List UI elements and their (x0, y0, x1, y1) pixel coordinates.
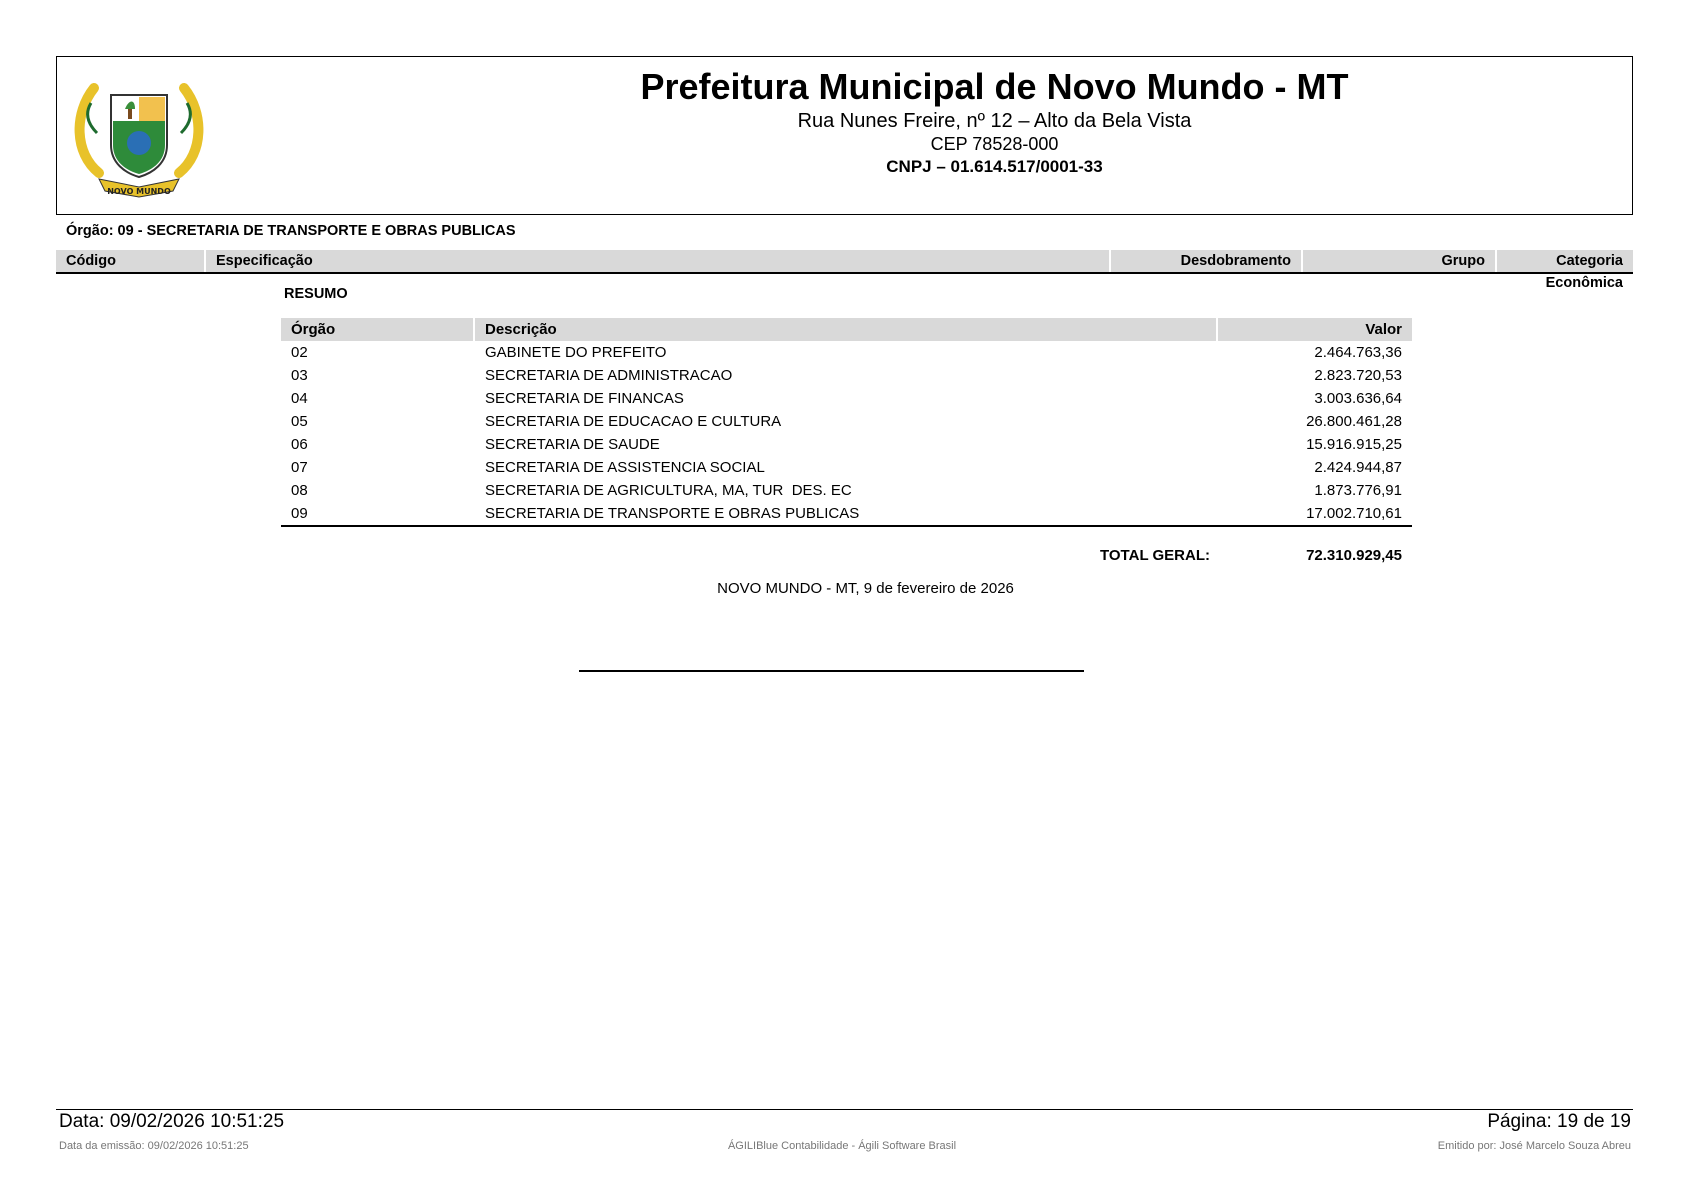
cell-valor: 15.916.915,25 (1306, 436, 1402, 453)
cell-valor: 17.002.710,61 (1306, 505, 1402, 522)
header-descricao: Descrição (475, 318, 1216, 341)
cell-valor: 2.464.763,36 (1314, 344, 1402, 361)
column-categoria-economica: Categoria Econômica (1497, 250, 1633, 272)
resumo-title: RESUMO (284, 286, 348, 302)
address: Rua Nunes Freire, nº 12 – Alto da Bela Vista (797, 110, 1192, 132)
column-grupo: Grupo (1303, 250, 1495, 272)
table-row (281, 502, 1412, 525)
column-desdobramento: Desdobramento (1111, 250, 1301, 272)
footer-divider (56, 1109, 1633, 1110)
table-bottom-rule (281, 525, 1412, 527)
report-header (56, 56, 1633, 215)
cell-descricao: SECRETARIA DE ASSISTENCIA SOCIAL (485, 459, 765, 476)
cep: CEP 78528-000 (930, 134, 1059, 154)
table-row (281, 387, 1412, 410)
table-row (281, 410, 1412, 433)
cell-orgao: 09 (291, 505, 308, 522)
header-orgao: Órgão (281, 318, 473, 341)
cell-orgao: 05 (291, 413, 308, 430)
footer-date: Data: 09/02/2026 10:51:25 (59, 1111, 285, 1132)
column-header-bar (56, 250, 1633, 291)
column-especificacao: Especificação (206, 250, 1109, 272)
cell-orgao: 07 (291, 459, 308, 476)
total-geral-label: TOTAL GERAL: (1100, 547, 1210, 564)
table-row (281, 479, 1412, 502)
table-row (281, 364, 1412, 387)
cell-valor: 2.424.944,87 (1314, 459, 1402, 476)
footer-software: ÁGILIBlue Contabilidade - Ágili Software Brasil (727, 1140, 957, 1152)
cell-orgao: 03 (291, 367, 308, 384)
table-row (281, 341, 1412, 364)
cell-descricao: SECRETARIA DE EDUCACAO E CULTURA (485, 413, 782, 430)
cnpj: CNPJ – 01.614.517/0001-33 (886, 157, 1103, 176)
orgao-label: Órgão: 09 - SECRETARIA DE TRANSPORTE E OBRAS PUBLICAS (66, 223, 516, 239)
footer-emission-date: Data da emissão: 09/02/2026 10:51:25 (59, 1140, 249, 1152)
cell-valor: 3.003.636,64 (1314, 390, 1402, 407)
cell-descricao: SECRETARIA DE FINANCAS (485, 390, 684, 407)
cell-valor: 1.873.776,91 (1314, 482, 1402, 499)
cell-orgao: 02 (291, 344, 308, 361)
signature-line (579, 670, 1084, 672)
cell-descricao: GABINETE DO PREFEITO (485, 344, 667, 361)
footer-page-number: Página: 19 de 19 (1487, 1111, 1631, 1132)
cell-descricao: SECRETARIA DE AGRICULTURA, MA, TUR DES. EC (485, 482, 852, 499)
page-title: Prefeitura Municipal de Novo Mundo - MT (640, 66, 1349, 107)
cell-orgao: 08 (291, 482, 308, 499)
column-codigo: Código (56, 250, 204, 272)
cell-orgao: 04 (291, 390, 308, 407)
place-and-date: NOVO MUNDO - MT, 9 de fevereiro de 2026 (717, 580, 1014, 597)
resumo-table (281, 318, 1412, 527)
header-text-block (57, 65, 1632, 179)
cell-descricao: SECRETARIA DE ADMINISTRACAO (485, 367, 733, 384)
cell-valor: 26.800.461,28 (1306, 413, 1402, 430)
logo-text: NOVO MUNDO (107, 187, 171, 196)
cell-descricao: SECRETARIA DE SAUDE (485, 436, 660, 453)
cell-orgao: 06 (291, 436, 308, 453)
resumo-table-header (281, 318, 1412, 341)
table-row (281, 433, 1412, 456)
table-row (281, 456, 1412, 479)
cell-valor: 2.823.720,53 (1314, 367, 1402, 384)
header-valor: Valor (1218, 318, 1412, 341)
footer-issued-by: Emitido por: José Marcelo Souza Abreu (1437, 1140, 1631, 1152)
total-geral-value: 72.310.929,45 (1306, 547, 1402, 564)
cell-descricao: SECRETARIA DE TRANSPORTE E OBRAS PUBLICAS (485, 505, 860, 522)
